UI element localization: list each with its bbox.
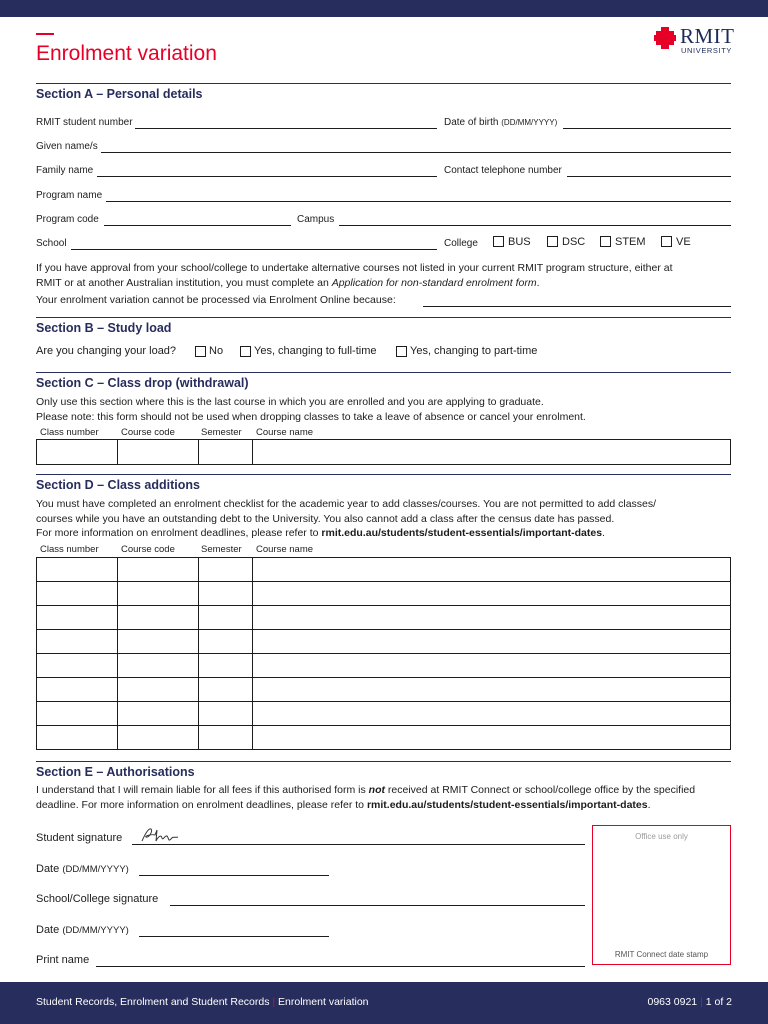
student-signature-field[interactable] (132, 844, 585, 845)
title-accent (36, 33, 54, 35)
given-names-field[interactable] (101, 152, 731, 153)
course-code-cell[interactable] (118, 654, 199, 678)
rmit-pixel-icon (654, 27, 676, 49)
course-name-cell[interactable] (253, 654, 731, 678)
class-number-cell[interactable] (37, 702, 118, 726)
section-d-instructions: You must have completed an enrolment checklist for the academic year to add classes/courses. You are not permitted to add classes/ courses while you have an outstanding debt to the University. You also cannot add a class after the census date has passed. For more information on enrolment deadlines, please refer to rmit.edu.au/students/student-essentials/important-dates. (36, 498, 657, 539)
section-a-heading: Section A – Personal details (36, 87, 203, 101)
class-number-cell[interactable] (37, 654, 118, 678)
table-row (37, 582, 731, 606)
footer-page-info: 0963 0921 | 1 of 2 (647, 996, 732, 1008)
col-course-code: Course code (121, 427, 175, 438)
load-part-time-label: Yes, changing to part-time (410, 345, 538, 357)
program-code-label: Program code (36, 214, 99, 225)
family-name-label: Family name (36, 165, 94, 176)
course-code-cell[interactable] (118, 582, 199, 606)
course-name-cell[interactable] (253, 582, 731, 606)
college-dsc-label: DSC (562, 236, 586, 248)
course-name-cell[interactable] (253, 726, 731, 750)
section-b-rule (36, 317, 731, 318)
course-code-cell[interactable] (118, 440, 199, 465)
course-code-cell[interactable] (118, 678, 199, 702)
section-c-instructions: Only use this section where this is the last course in which you are enrolled and you are applying to graduate. Please note: this form should not be used when dropping classes to take a leave of absence or cancel your enrolment. (36, 396, 586, 423)
course-name-cell[interactable] (253, 606, 731, 630)
col-class-number: Class number (40, 427, 99, 438)
given-names-label: Given name/s (36, 141, 98, 152)
section-d-rule (36, 474, 731, 475)
table-row (37, 606, 731, 630)
handwritten-signature (140, 826, 184, 844)
office-use-box (592, 825, 731, 965)
course-name-cell[interactable] (253, 630, 731, 654)
student-number-label: RMIT student number (36, 117, 133, 128)
semester-cell[interactable] (199, 582, 253, 606)
class-number-cell[interactable] (37, 630, 118, 654)
class-drop-table (36, 439, 731, 465)
semester-cell[interactable] (199, 678, 253, 702)
program-code-field[interactable] (104, 225, 291, 226)
campus-label: Campus (297, 214, 335, 225)
col-semester: Semester (201, 544, 242, 555)
class-number-cell[interactable] (37, 582, 118, 606)
college-stem-checkbox[interactable] (600, 236, 611, 247)
col-course-name: Course name (256, 544, 314, 555)
campus-field[interactable] (339, 225, 731, 226)
top-banner (0, 0, 768, 17)
section-c-rule (36, 372, 731, 373)
semester-cell[interactable] (199, 726, 253, 750)
course-name-cell[interactable] (253, 558, 731, 582)
course-name-cell[interactable] (253, 702, 731, 726)
load-full-time-checkbox[interactable] (240, 346, 251, 357)
print-name-label: Print name (36, 954, 90, 966)
logo-wordmark: RMIT (680, 24, 735, 48)
table-row (37, 440, 731, 465)
class-number-cell[interactable] (37, 440, 118, 465)
reason-label: Your enrolment variation cannot be processed via Enrolment Online because: (36, 294, 396, 306)
school-signature-field[interactable] (170, 905, 585, 906)
semester-cell[interactable] (199, 606, 253, 630)
class-number-cell[interactable] (37, 726, 118, 750)
school-date-field[interactable] (139, 936, 329, 937)
course-name-cell[interactable] (253, 440, 731, 465)
reason-field[interactable] (423, 306, 731, 307)
load-no-checkbox[interactable] (195, 346, 206, 357)
phone-field[interactable] (567, 176, 731, 177)
table-row (37, 726, 731, 750)
liability-statement: I understand that I will remain liable for all fees if this authorised form is not received at RMIT Connect or school/college office by the specified deadline. For more information on enrolment deadlines, please refer to rmit.edu.au/students/student-essentials/important-dates. (36, 784, 696, 811)
college-bus-label: BUS (508, 236, 531, 248)
load-question: Are you changing your load? (36, 345, 177, 357)
col-semester: Semester (201, 427, 242, 438)
table-row (37, 630, 731, 654)
print-name-field[interactable] (96, 966, 585, 967)
school-label: School (36, 238, 67, 249)
section-d-heading: Section D – Class additions (36, 478, 200, 492)
course-code-cell[interactable] (118, 726, 199, 750)
load-full-time-label: Yes, changing to full-time (254, 345, 377, 357)
course-code-cell[interactable] (118, 558, 199, 582)
class-additions-table (36, 557, 731, 750)
section-c-heading: Section C – Class drop (withdrawal) (36, 376, 249, 390)
student-date-field[interactable] (139, 875, 329, 876)
table-row (37, 558, 731, 582)
col-course-name: Course name (256, 427, 314, 438)
non-standard-enrolment-note: If you have approval from your school/college to undertake alternative courses not listed in your current RMIT program structure, either at RMIT or at another Australian institution, you must complete an Application for non-standard enrolment form. (36, 262, 673, 289)
semester-cell[interactable] (199, 630, 253, 654)
page-title: Enrolment variation (36, 42, 217, 65)
semester-cell[interactable] (199, 440, 253, 465)
table-row (37, 678, 731, 702)
course-code-cell[interactable] (118, 606, 199, 630)
college-stem-label: STEM (615, 236, 646, 248)
date-label: Date (DD/MM/YYYY) (36, 863, 129, 875)
family-name-field[interactable] (97, 176, 437, 177)
date-stamp-label: RMIT Connect date stamp (614, 950, 709, 959)
course-code-cell[interactable] (118, 630, 199, 654)
student-number-field[interactable] (135, 128, 437, 129)
load-part-time-checkbox[interactable] (396, 346, 407, 357)
program-name-field[interactable] (106, 201, 731, 202)
student-signature-label: Student signature (36, 832, 123, 844)
section-e-rule (36, 761, 731, 762)
college-ve-label: VE (676, 236, 691, 248)
college-label: College (444, 238, 478, 249)
program-name-label: Program name (36, 190, 103, 201)
school-signature-label: School/College signature (36, 893, 159, 905)
col-class-number: Class number (40, 544, 99, 555)
college-dsc-checkbox[interactable] (547, 236, 558, 247)
table-row (37, 654, 731, 678)
section-a-rule (36, 83, 731, 84)
rmit-logo (654, 26, 744, 58)
load-no-label: No (209, 345, 224, 357)
footer (0, 982, 768, 1024)
class-number-cell[interactable] (37, 606, 118, 630)
class-number-cell[interactable] (37, 678, 118, 702)
college-bus-checkbox[interactable] (493, 236, 504, 247)
office-use-label: Office use only (635, 832, 688, 841)
course-name-cell[interactable] (253, 678, 731, 702)
col-course-code: Course code (121, 544, 175, 555)
semester-cell[interactable] (199, 654, 253, 678)
dob-field[interactable] (563, 128, 731, 129)
footer-title: Student Records, Enrolment and Student Records | Enrolment variation (36, 996, 369, 1008)
dob-label: Date of birth (DD/MM/YYYY) (444, 117, 558, 128)
phone-label: Contact telephone number (444, 165, 562, 176)
course-code-cell[interactable] (118, 702, 199, 726)
date-label: Date (DD/MM/YYYY) (36, 924, 129, 936)
logo-subtitle: UNIVERSITY (681, 46, 733, 55)
class-number-cell[interactable] (37, 558, 118, 582)
college-ve-checkbox[interactable] (661, 236, 672, 247)
semester-cell[interactable] (199, 702, 253, 726)
semester-cell[interactable] (199, 558, 253, 582)
section-b-heading: Section B – Study load (36, 321, 172, 335)
section-e-heading: Section E – Authorisations (36, 765, 195, 779)
school-field[interactable] (71, 249, 437, 250)
table-row (37, 702, 731, 726)
